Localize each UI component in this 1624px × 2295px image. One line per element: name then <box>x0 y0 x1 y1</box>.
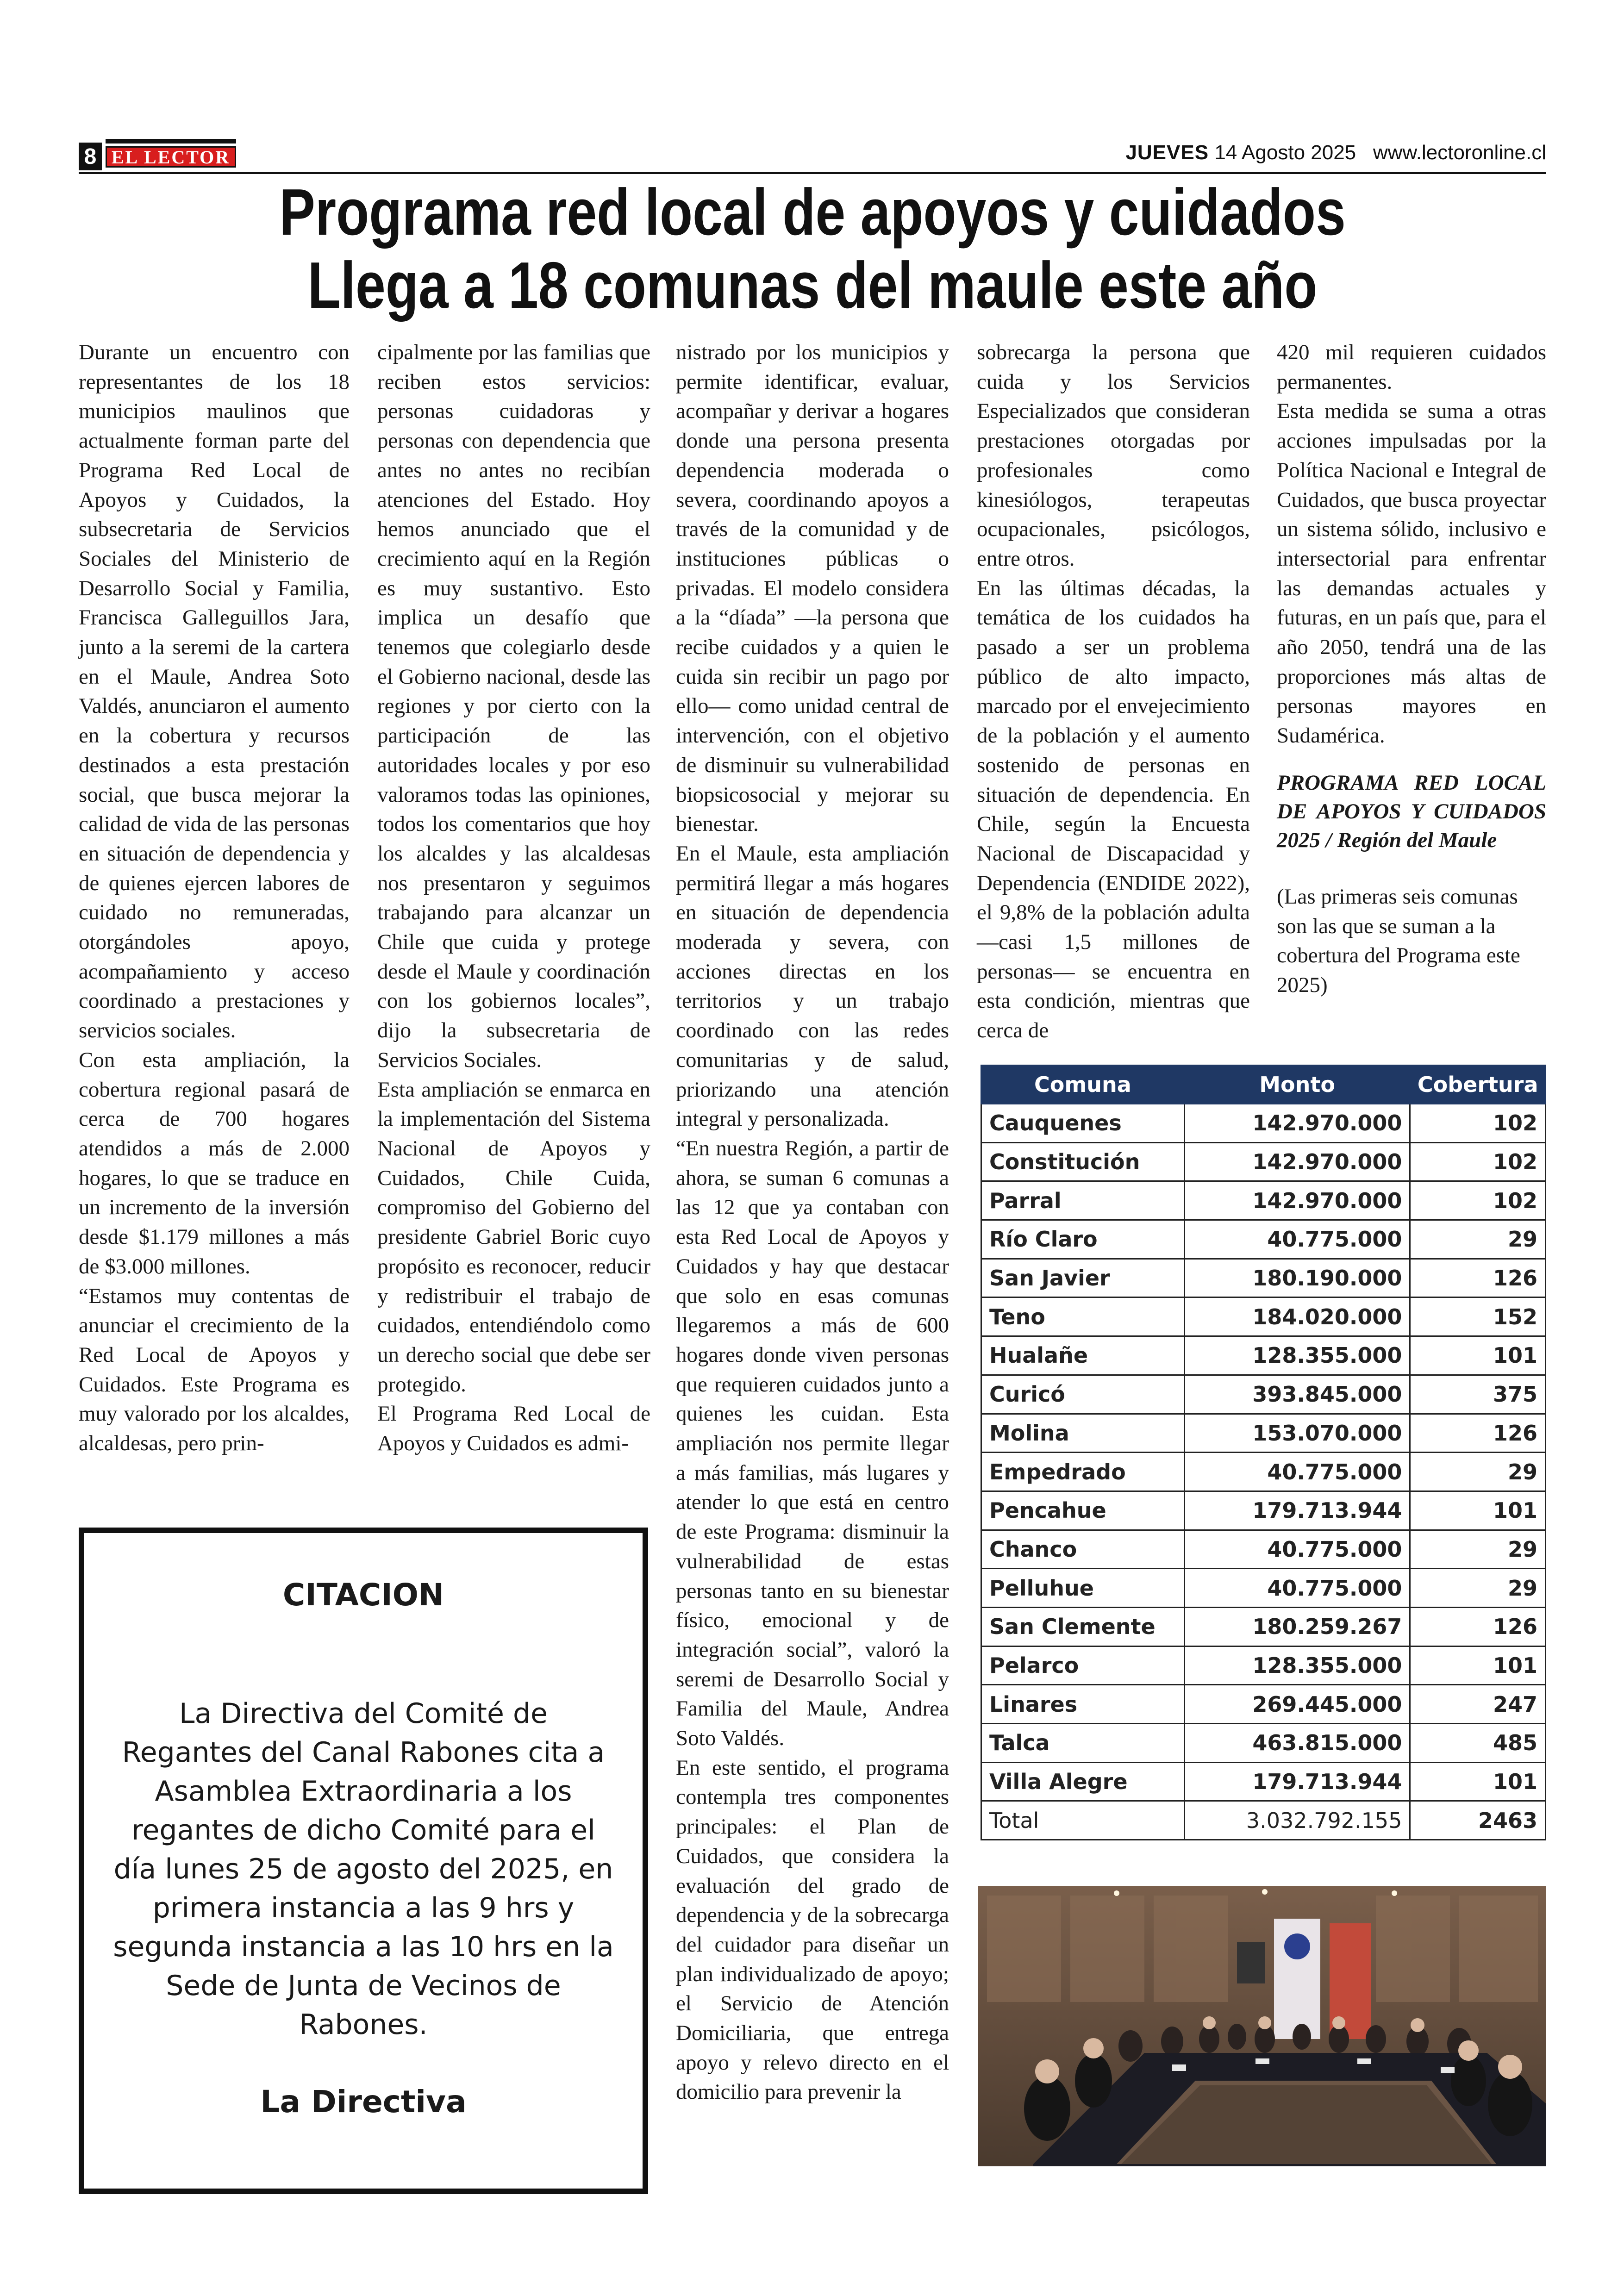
comuna-cell: Empedrado <box>981 1453 1185 1491</box>
monto-cell: 179.713.944 <box>1184 1491 1410 1530</box>
cobertura-cell: 375 <box>1410 1375 1546 1414</box>
table-row <box>981 1491 1546 1530</box>
cobertura-cell: 101 <box>1410 1491 1546 1530</box>
comuna-cell: Pelluhue <box>981 1569 1185 1608</box>
page-number: 8 <box>79 143 102 170</box>
citation-signature: La Directiva <box>260 2084 467 2120</box>
header-rule <box>79 172 1546 174</box>
headline-line-1: Programa red local de apoyos y cuidados <box>279 175 1346 249</box>
table-row <box>981 1762 1546 1801</box>
meeting-photo-image <box>978 1886 1546 2166</box>
monto-cell: 184.020.000 <box>1184 1297 1410 1336</box>
monto-cell: 40.775.000 <box>1184 1220 1410 1259</box>
article-column-1 <box>79 338 350 1486</box>
monto-cell: 40.775.000 <box>1184 1569 1410 1608</box>
article-paragraph: cipalmente por las familias que reciben estos servicios: personas cuidadoras y personas con dependencia que antes no antes no recibían atenciones del Estado. Hoy hemos anunciado que el crecimiento aquí en la Región es muy sustantivo. Esto implica un desafío que tenemos que colegiarlo desde el Gobierno nacional, desde las regiones y por cierto con la participación de las autoridades locales y por eso valoramos todas las opiniones, todos los comentarios que hoy los alcaldes y las alcaldesas nos presentaron y seguimos trabajando para alcanzar un Chile que cuida y protege desde el Maule y coordinación con los gobiernos locales”, dijo la subsecretaria de Servicios Sociales. <box>377 340 650 1072</box>
cobertura-cell: 126 <box>1410 1259 1546 1297</box>
cobertura-cell: 126 <box>1410 1414 1546 1453</box>
headline <box>211 176 1414 322</box>
header-day: JUEVES <box>1125 141 1209 164</box>
monto-cell: 128.355.000 <box>1184 1646 1410 1685</box>
header-dateline <box>1125 141 1546 164</box>
table-row <box>981 1104 1546 1143</box>
article-paragraph: En este sentido, el programa contempla tres componentes principales: el Plan de Cuidados, que considera la evaluación del grado de dependencia y de la sobrecarga del cuidador para diseñar un plan individualizado de apoyo; el Servicio de Atención Domiciliaria, que entrega apoyo y relevo directo en el domicilio para prevenir la <box>676 1755 949 2104</box>
table-subhead: PROGRAMA RED LOCAL DE APOYOS Y CUIDADOS 2025 / Región del Maule <box>1277 770 1546 852</box>
article-paragraph: 420 mil requieren cuidados permanentes. <box>1277 340 1546 394</box>
newspaper-logo: EL LECTOR <box>106 146 236 168</box>
headline-line-2: Llega a 18 comunas del maule este año <box>307 249 1318 322</box>
comuna-cell: Pelarco <box>981 1646 1185 1685</box>
cobertura-cell: 101 <box>1410 1336 1546 1375</box>
table-total-row <box>981 1801 1546 1840</box>
article-paragraph: “Estamos muy contentas de anunciar el crecimiento de la Red Local de Apoyos y Cuidados. Este Programa es muy valorado por los alcaldes, alcaldesas, pero prin- <box>79 1284 350 1456</box>
cobertura-cell: 101 <box>1410 1762 1546 1801</box>
article-paragraph: Con esta ampliación, la cobertura regional pasará de cerca de 700 hogares atendidos a más de 2.000 hogares, lo que se traduce en un incremento de la inversión desde $1.179 millones a más de $3.000 millones. <box>79 1048 350 1278</box>
citation-title: CITACION <box>282 1577 444 1613</box>
article-paragraph: El Programa Red Local de Apoyos y Cuidados es admi- <box>377 1402 650 1456</box>
header-date: 14 Agosto 2025 <box>1214 141 1356 164</box>
comuna-cell: Cauquenes <box>981 1104 1185 1143</box>
article-paragraph: Esta ampliación se enmarca en la implementación del Sistema Nacional de Apoyos y Cuidados, Chile Cuida, compromiso del Gobierno del presidente Gabriel Boric cuyo propósito es reconocer, reducir y redistribuir el trabajo de cuidados, entendiéndolo como un derecho social que debe ser protegido. <box>377 1077 650 1397</box>
comuna-cell: Curicó <box>981 1375 1185 1414</box>
table-row <box>981 1607 1546 1646</box>
comuna-cell: Linares <box>981 1685 1185 1724</box>
monto-cell: 142.970.000 <box>1184 1104 1410 1143</box>
coverage-table <box>981 1065 1546 1840</box>
table-row <box>981 1724 1546 1763</box>
comuna-cell: Río Claro <box>981 1220 1185 1259</box>
article-paragraph: sobrecarga la persona que cuida y los Servicios Especializados que consideran prestaciones otorgadas por profesionales como kinesiólogos, terapeutas ocupacionales, psicólogos, entre otros. <box>977 340 1250 571</box>
monto-cell: 142.970.000 <box>1184 1181 1410 1220</box>
header-website[interactable]: www.lectoronline.cl <box>1373 141 1546 164</box>
table-row <box>981 1259 1546 1297</box>
cobertura-cell: 29 <box>1410 1530 1546 1569</box>
table-row <box>981 1142 1546 1181</box>
column-header: Monto <box>1184 1066 1410 1104</box>
table-row <box>981 1569 1546 1608</box>
column-header: Cobertura <box>1410 1066 1546 1104</box>
cobertura-cell: 152 <box>1410 1297 1546 1336</box>
article-paragraph: En las últimas décadas, la temática de los cuidados ha pasado a ser un problema público de alto impacto, marcado por el envejecimiento de la población y el aumento sostenido de personas en situación de dependencia. En Chile, según la Encuesta Nacional de Discapacidad y Dependencia (ENDIDE 2022), el 9,8% de la población adulta —casi 1,5 millones de personas— se encuentra en esta condición, mientras que cerca de <box>977 576 1250 1043</box>
table-note: (Las primeras seis comunas son las que se suman a la cobertura del Programa este 2025) <box>1277 884 1520 997</box>
table-row <box>981 1453 1546 1491</box>
comuna-cell: San Clemente <box>981 1607 1185 1646</box>
table-row <box>981 1414 1546 1453</box>
total-monto: 3.032.792.155 <box>1184 1801 1410 1840</box>
logo-bar <box>106 139 236 143</box>
comuna-cell: Hualañe <box>981 1336 1185 1375</box>
table-row <box>981 1220 1546 1259</box>
comuna-cell: Chanco <box>981 1530 1185 1569</box>
monto-cell: 142.970.000 <box>1184 1142 1410 1181</box>
article-paragraph: Durante un encuentro con representantes de los 18 municipios maulinos que actualmente forman parte del Programa Red Local de Apoyos y Cuidados, la subsecretaria de Servicios Sociales del Ministerio de Desarrollo Social y Familia, Francisca Galleguillos Jara, junto a la seremi de la cartera en el Maule, Andrea Soto Valdés, anunciaron el aumento en la cobertura y recursos destinados a esta prestación social, que busca mejorar la calidad de vida de las personas en situación de dependencia y de quienes ejercen labores de cuidado no remuneradas, otorgándoles apoyo, acompañamiento y acceso coordinado a prestaciones y servicios sociales. <box>79 340 350 1043</box>
table-row <box>981 1646 1546 1685</box>
cobertura-cell: 102 <box>1410 1104 1546 1143</box>
article-column-2 <box>377 338 650 1486</box>
comuna-cell: Parral <box>981 1181 1185 1220</box>
comuna-cell: Villa Alegre <box>981 1762 1185 1801</box>
citation-notice <box>79 1528 648 2194</box>
comuna-cell: Constitución <box>981 1142 1185 1181</box>
comuna-cell: Molina <box>981 1414 1185 1453</box>
monto-cell: 40.775.000 <box>1184 1530 1410 1569</box>
table-row <box>981 1375 1546 1414</box>
table-row <box>981 1685 1546 1724</box>
article-paragraph: “En nuestra Región, a partir de ahora, se suman 6 comunas a las 12 que ya contaban con esta Red Local de Apoyos y Cuidados y hay que destacar que solo en esas comunas llegaremos a más de 600 hogares donde viven personas que requieren cuidados junto a quienes les cuidan. Esta ampliación nos permite llegar a más familias, más lugares y atender lo que está en centro de este Programa: disminuir la vulnerabilidad de estas personas tanto en su bienestar físico, emocional y de integración social”, valoró la seremi de Desarrollo Social y Familia del Maule, Andrea Soto Valdés. <box>676 1136 949 1751</box>
comuna-cell: San Javier <box>981 1259 1185 1297</box>
cobertura-cell: 102 <box>1410 1181 1546 1220</box>
table-row <box>981 1181 1546 1220</box>
article-paragraph: Esta medida se suma a otras acciones impulsadas por la Política Nacional e Integral de Cuidados, que busca proyectar un sistema sólido, inclusivo e intersectorial para enfrentar las demandas actuales y futuras, en un país que, para el año 2050, tendrá una de las proporciones más altas de personas mayores en Sudamérica. <box>1277 399 1546 748</box>
cobertura-cell: 247 <box>1410 1685 1546 1724</box>
column-header: Comuna <box>981 1066 1185 1104</box>
cobertura-cell: 126 <box>1410 1607 1546 1646</box>
comuna-cell: Teno <box>981 1297 1185 1336</box>
cobertura-cell: 101 <box>1410 1646 1546 1685</box>
monto-cell: 180.259.267 <box>1184 1607 1410 1646</box>
monto-cell: 128.355.000 <box>1184 1336 1410 1375</box>
citation-body: La Directiva del Comité de Regantes del Canal Rabones cita a Asamblea Extraordinaria a los regantes de dicho Comité para el día lunes 25 de agosto del 2025, en primera instancia a las 9 hrs y segunda instancia a las 10 hrs en la Sede de Junta de Vecinos de Rabones. <box>113 1697 614 2041</box>
cobertura-cell: 29 <box>1410 1220 1546 1259</box>
cobertura-cell: 29 <box>1410 1453 1546 1491</box>
table-row <box>981 1336 1546 1375</box>
monto-cell: 393.845.000 <box>1184 1375 1410 1414</box>
monto-cell: 180.190.000 <box>1184 1259 1410 1297</box>
monto-cell: 153.070.000 <box>1184 1414 1410 1453</box>
comuna-cell: Talca <box>981 1724 1185 1763</box>
cobertura-cell: 102 <box>1410 1142 1546 1181</box>
total-label: Total <box>981 1801 1185 1840</box>
monto-cell: 40.775.000 <box>1184 1453 1410 1491</box>
monto-cell: 463.815.000 <box>1184 1724 1410 1763</box>
article-column-4 <box>977 338 1250 1051</box>
article-column-3 <box>676 338 949 2189</box>
table-header-row <box>981 1066 1546 1104</box>
total-cobertura: 2463 <box>1410 1801 1546 1840</box>
comuna-cell: Pencahue <box>981 1491 1185 1530</box>
cobertura-cell: 29 <box>1410 1569 1546 1608</box>
cobertura-cell: 485 <box>1410 1724 1546 1763</box>
article-paragraph: En el Maule, esta ampliación permitirá llegar a más hogares en situación de dependencia moderada y severa, con acciones directas en los territorios y un trabajo coordinado con las redes comunitarias y de salud, priorizando una atención integral y personalizada. <box>676 841 949 1131</box>
table-row <box>981 1297 1546 1336</box>
table-row <box>981 1530 1546 1569</box>
meeting-photo <box>978 1886 1546 2166</box>
monto-cell: 179.713.944 <box>1184 1762 1410 1801</box>
monto-cell: 269.445.000 <box>1184 1685 1410 1724</box>
article-column-5 <box>1277 338 1546 1051</box>
article-paragraph: nistrado por los municipios y permite identificar, evaluar, acompañar y derivar a hogares donde una persona presenta dependencia moderada o severa, coordinando apoyos a través de la comunidad y de instituciones públicas o privadas. El modelo considera a la “díada” —la persona que recibe cuidados y a quien le cuida sin recibir un pago por ello— como unidad central de intervención, con el objetivo de disminuir su vulnerabilidad biopsicosocial y mejorar su bienestar. <box>676 340 949 836</box>
